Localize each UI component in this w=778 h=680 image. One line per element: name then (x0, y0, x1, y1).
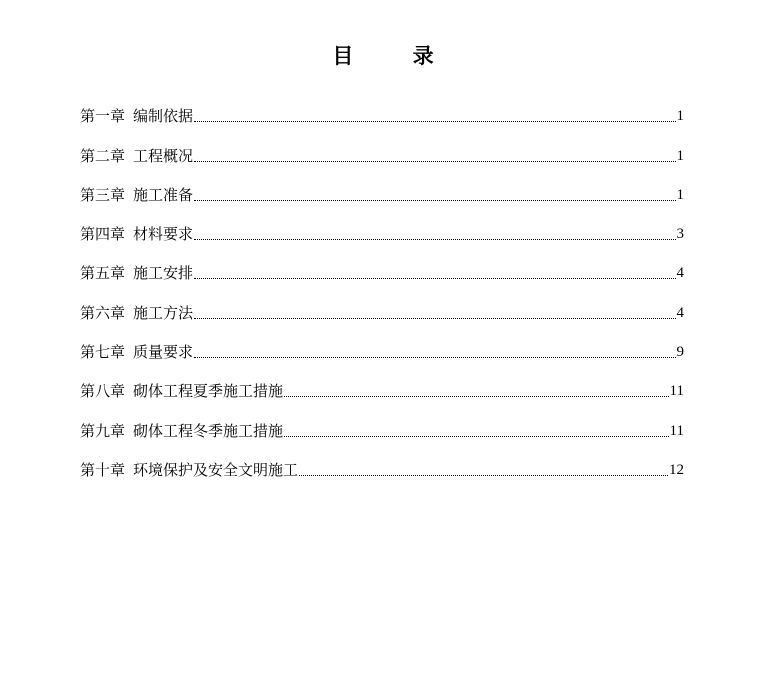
toc-chapter-number: 第十章 (80, 460, 126, 479)
toc-chapter-number: 第七章 (80, 343, 126, 362)
toc-entry[interactable] (80, 440, 684, 479)
toc-chapter-number: 第九章 (80, 421, 126, 440)
toc-entry[interactable] (80, 125, 684, 164)
toc-entry[interactable] (80, 86, 684, 125)
toc-heading: 砌体工程夏季施工措施 (133, 382, 284, 401)
toc-chapter-number: 第二章 (80, 146, 126, 165)
toc-dot-leader (284, 435, 669, 437)
toc-heading: 材料要求 (133, 225, 194, 244)
toc-entry[interactable] (80, 165, 684, 204)
toc-page-number: 3 (676, 226, 684, 243)
toc-dot-leader (194, 317, 675, 319)
toc-dot-leader (194, 356, 675, 358)
toc-heading: 工程概况 (133, 146, 194, 165)
toc-chapter-number: 第六章 (80, 303, 126, 322)
toc-heading: 施工方法 (133, 303, 194, 322)
toc-dot-leader (194, 199, 675, 201)
toc-page-number: 11 (669, 422, 684, 439)
toc-page-number: 11 (669, 383, 684, 400)
toc-heading: 砌体工程冬季施工措施 (133, 421, 284, 440)
toc-dot-leader (194, 160, 675, 162)
toc-entry[interactable] (80, 204, 684, 243)
toc-entry[interactable] (80, 243, 684, 282)
toc-heading: 编制依据 (133, 107, 194, 126)
toc-page-number: 1 (676, 147, 684, 164)
toc-chapter-number: 第五章 (80, 264, 126, 283)
toc-heading: 质量要求 (133, 343, 194, 362)
toc-dot-leader (194, 120, 675, 122)
toc-dot-leader (284, 395, 669, 397)
toc-page-number: 12 (669, 461, 684, 478)
toc-page-number: 1 (676, 108, 684, 125)
toc-chapter-number: 第八章 (80, 382, 126, 401)
toc-page-number: 4 (676, 304, 684, 321)
toc-list (80, 86, 684, 479)
toc-entry[interactable] (80, 361, 684, 400)
toc-heading: 施工准备 (133, 185, 194, 204)
toc-heading: 环境保护及安全文明施工 (133, 460, 299, 479)
toc-chapter-number: 第三章 (80, 185, 126, 204)
toc-chapter-number: 第四章 (80, 225, 126, 244)
toc-page-number: 4 (676, 265, 684, 282)
toc-entry[interactable] (80, 322, 684, 361)
toc-chapter-number: 第一章 (80, 107, 126, 126)
toc-dot-leader (194, 277, 675, 279)
toc-entry[interactable] (80, 282, 684, 321)
toc-entry[interactable] (80, 400, 684, 439)
toc-page-number: 9 (676, 344, 684, 361)
toc-dot-leader (299, 474, 668, 476)
toc-heading: 施工安排 (133, 264, 194, 283)
toc-dot-leader (194, 238, 675, 240)
toc-title: 目 录 (332, 44, 460, 68)
toc-page-number: 1 (676, 186, 684, 203)
